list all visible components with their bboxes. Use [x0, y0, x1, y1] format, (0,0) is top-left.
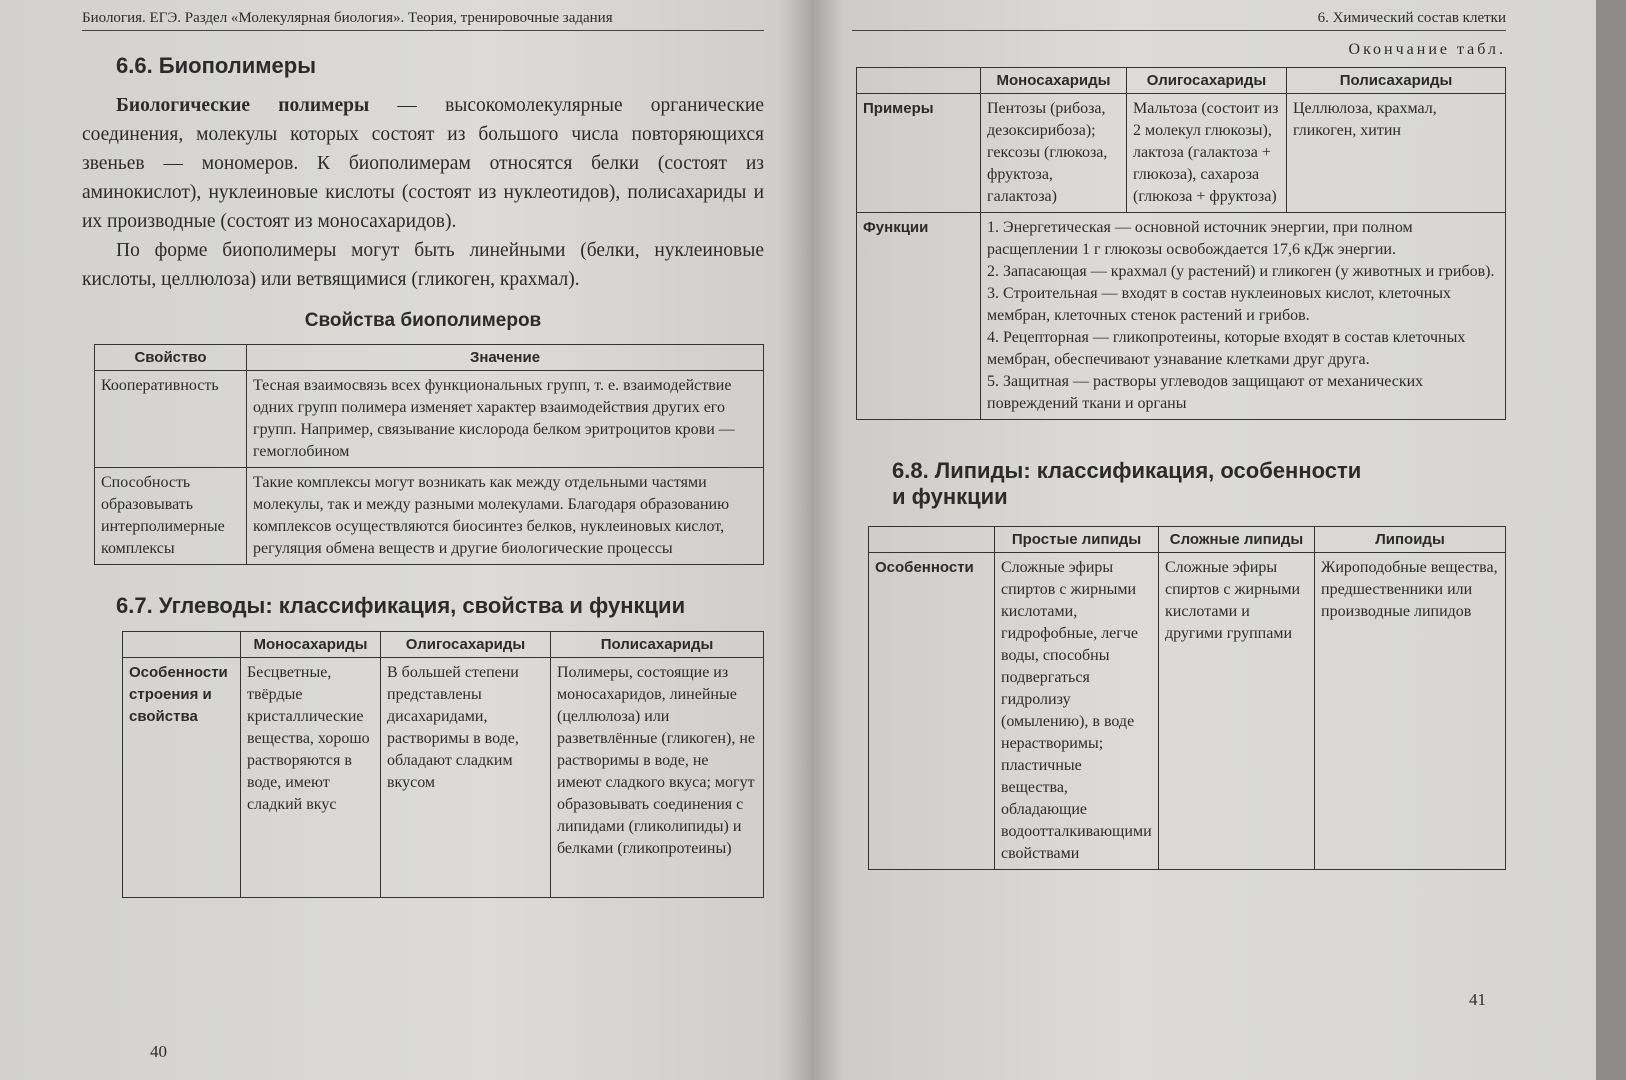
table-header: [869, 527, 995, 553]
table-header: Моносахариды: [981, 68, 1127, 94]
page-number-left: 40: [150, 1042, 167, 1061]
function-item: 1. Энергетическая — основной источник энергии, при полном расщеплении 1 г глюкозы освобождается 17,6 кДж энергии.: [987, 219, 1413, 258]
table-cell: Сложные эфиры спиртов с жирными кислотами и другими группами: [1159, 553, 1315, 870]
row-header: Особенности: [869, 553, 995, 870]
right-page: [812, 0, 1596, 1080]
table-header: Липоиды: [1315, 527, 1506, 553]
table-caption-properties: Свойства биополимеров: [304, 310, 542, 331]
table-cell: Пентозы (рибоза, дезоксирибоза); гексозы (глюкоза, фруктоза, галактоза): [981, 94, 1127, 213]
table-header: Значение: [247, 345, 764, 371]
table-header: Свойство: [95, 345, 247, 371]
table-cell: Целлюлоза, крахмал, гликоген, хитин: [1287, 94, 1506, 213]
table-header: Олигосахариды: [1127, 68, 1287, 94]
table-header: Простые липиды: [995, 527, 1159, 553]
table-row: [123, 658, 764, 898]
table-cell: Полимеры, состоящие из моносахаридов, линейные (целлюлоза) или разветвлённые (гликоген), не растворимы в воде, не имеют сладкого вкуса; могут образовывать соединения с липидами (гликолипиды) и белками (гликопротеины): [551, 658, 764, 898]
biopolymer-properties-table: [94, 344, 764, 565]
table-row: [95, 468, 764, 565]
paragraph-biopolymer-shape: По форме биополимеры могут быть линейными (белки, нуклеиновые кислоты, целлюлоза) или ветвящимися (гликоген, крахмал).: [82, 240, 764, 290]
term-biopolymers: Биологические полимеры: [116, 95, 370, 116]
row-header: Особенности строения и свойства: [123, 658, 241, 898]
page-edge: [1596, 0, 1626, 1080]
table-cell: Сложные эфиры спиртов с жирными кислотами, гидрофобные, легче воды, способны подвергаться гидролизу (омылению), в воде нерастворимы; пластичные вещества, обладающие водоотталкивающими свойствами: [995, 553, 1159, 870]
functions-cell: [981, 213, 1506, 420]
table-continuation-label: Окончание табл.: [1348, 41, 1506, 58]
function-item: 5. Защитная — растворы углеводов защищают от механических повреждений ткани и органы: [987, 373, 1424, 412]
lipids-table: [868, 526, 1506, 870]
definition-text: — высокомолекулярные органические соединения, молекулы которых состоят из большого числа повторяющихся звеньев — мономеров. К биополимерам относятся белки (состоят из аминокислот), нуклеиновые кислоты (состоят из нуклеотидов), полисахариды и их производные (состоят из моносахаридов).: [82, 95, 764, 232]
table-row: [857, 94, 1506, 213]
table-header: Сложные липиды: [1159, 527, 1315, 553]
function-item: 3. Строительная — входят в состав нуклеиновых кислот, клеточных мембран, клеточных стенок растений и грибов.: [987, 285, 1452, 324]
paragraph-biopolymers-definition: [82, 91, 764, 236]
table-row: [857, 213, 1506, 420]
property-name: Кооперативность: [95, 371, 247, 468]
table-cell: Мальтоза (состоит из 2 молекул глюкозы), лактоза (галактоза + глюкоза), сахароза (глюкоза + фруктоза): [1127, 94, 1287, 213]
left-page: [0, 0, 812, 1080]
table-header: [123, 632, 241, 658]
table-cell: Бесцветные, твёрдые кристаллические вещества, хорошо растворяются в воде, имеют сладкий вкус: [241, 658, 381, 898]
property-name: Способность образовывать интерполимерные комплексы: [95, 468, 247, 565]
table-row: [869, 553, 1506, 870]
property-meaning: Такие комплексы могут возникать как между отдельными частями молекулы, так и между разными молекулами. Благодаря образованию комплексов осуществляются биосинтез белков, нуклеиновых кислот, регуляция обмена веществ и другие биологические процессы: [247, 468, 764, 565]
section-title-6-6: 6.6. Биополимеры: [116, 53, 316, 78]
carbohydrates-table-continued: [856, 67, 1506, 420]
property-meaning: Тесная взаимосвязь всех функциональных групп, т. е. взаимодействие одних групп полимера изменяет характер взаимодействия других его групп. Например, связывание кислорода белком эритроцитов крови — гемоглобином: [247, 371, 764, 468]
table-row: [95, 371, 764, 468]
function-item: 2. Запасающая — крахмал (у растений) и гликоген (у животных и грибов).: [987, 263, 1495, 280]
section-title-6-8: 6.8. Липиды: классификация, особенности и функции: [892, 458, 1362, 509]
table-header: [857, 68, 981, 94]
table-header: Полисахариды: [1287, 68, 1506, 94]
table-cell: В большей степени представлены дисахаридами, растворимы в воде, обладают сладким вкусом: [381, 658, 551, 898]
row-header: Примеры: [857, 94, 981, 213]
table-header: Олигосахариды: [381, 632, 551, 658]
running-head-right: 6. Химический состав клетки: [852, 10, 1506, 31]
page-number-right: 41: [1469, 990, 1486, 1009]
section-title-6-7: 6.7. Углеводы: классификация, свойства и функции: [116, 593, 686, 618]
table-header: Полисахариды: [551, 632, 764, 658]
row-header: Функции: [857, 213, 981, 420]
carbohydrates-table: [122, 631, 764, 898]
table-cell: Жироподобные вещества, предшественники или производные липидов: [1315, 553, 1506, 870]
running-head-left: Биология. ЕГЭ. Раздел «Молекулярная биология». Теория, тренировочные задания: [82, 10, 764, 31]
function-item: 4. Рецепторная — гликопротеины, которые входят в состав клеточных мембран, обеспечивают узнавание клетками друг друга.: [987, 329, 1466, 368]
table-header: Моносахариды: [241, 632, 381, 658]
